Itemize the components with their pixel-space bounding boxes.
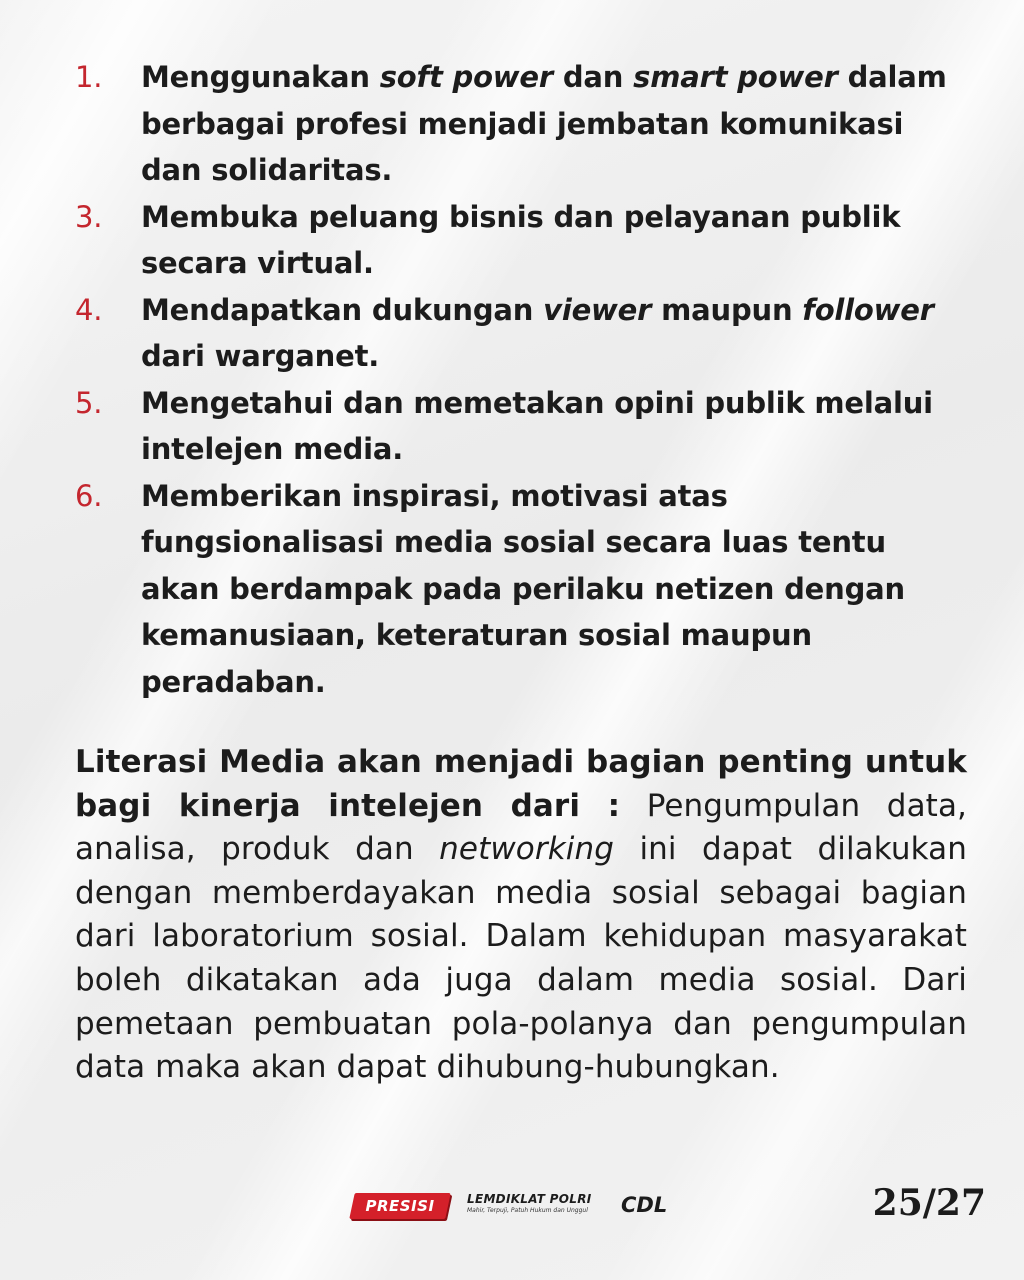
italic-term: soft power: [379, 60, 553, 94]
lemdiklat-logo: [467, 1192, 607, 1216]
text-segment: Mendapatkan dukungan: [141, 292, 544, 327]
list-text: [141, 479, 905, 699]
list-text: [141, 200, 900, 281]
list-item: [75, 194, 967, 287]
italic-term: smart power: [633, 60, 838, 94]
list-number: 3.: [75, 199, 103, 234]
list-item: [75, 54, 967, 194]
text-segment: Mengetahui dan memetakan opini publik melalui intelejen media.: [141, 385, 933, 466]
footer: [0, 1175, 1024, 1235]
presisi-logo-text: PRESISI: [365, 1197, 435, 1215]
lemdiklat-title: LEMDIKLAT POLRI: [467, 1192, 592, 1206]
cdl-logo: CDL: [621, 1193, 668, 1217]
list-text: [141, 60, 947, 187]
text-segment: Menggunakan: [141, 60, 380, 94]
list-text: [141, 386, 933, 467]
paragraph-lead: Literasi Media akan menjadi bagian penting untuk bagi kinerja intelejen dari :: [75, 744, 967, 824]
list-item: [75, 380, 967, 473]
list-number: 1.: [75, 60, 103, 94]
list-item: [75, 473, 967, 706]
text-segment: Memberikan inspirasi, motivasi atas fungsionalisasi media sosial secara luas tentu akan berdampak pada perilaku netizen dengan kemanusiaan, keteraturan sosial maupun peradaban.: [141, 478, 905, 699]
list-item: [75, 287, 967, 380]
text-segment: maupun: [651, 292, 803, 327]
italic-term: networking: [439, 831, 615, 868]
text-segment: ini dapat dilakukan dengan memberdayakan media sosial sebagai bagian dari laboratorium sosial. Dalam kehidupan masyarakat boleh dikatakan ada juga dalam media sosial. Dari pemetaan pembuatan pola-polanya dan pengumpulan data maka akan dapat dihubung-hubungkan.: [75, 831, 967, 1086]
body-paragraph: [75, 741, 967, 1090]
text-segment: Membuka peluang bisnis dan pelayanan publik secara virtual.: [141, 199, 901, 280]
italic-term: follower: [802, 292, 934, 327]
text-segment: dalam berbagai profesi menjadi jembatan komunikasi dan solidaritas.: [141, 60, 947, 187]
lemdiklat-tagline: Mahir, Terpuji, Patuh Hukum dan Unggul: [467, 1207, 588, 1214]
numbered-list: [75, 54, 967, 705]
text-segment: Pengumpulan data, analisa, produk dan: [75, 787, 967, 868]
list-number: 4.: [75, 292, 103, 327]
text-segment: dari warganet.: [141, 339, 380, 373]
italic-term: viewer: [543, 292, 652, 327]
presisi-logo: [349, 1193, 451, 1219]
list-number: 6.: [75, 478, 103, 513]
list-text: [141, 293, 934, 374]
list-number: 5.: [75, 385, 103, 420]
content-area: [75, 54, 967, 1121]
text-segment: dan: [552, 60, 634, 94]
page-number: 25/27: [872, 1182, 986, 1224]
